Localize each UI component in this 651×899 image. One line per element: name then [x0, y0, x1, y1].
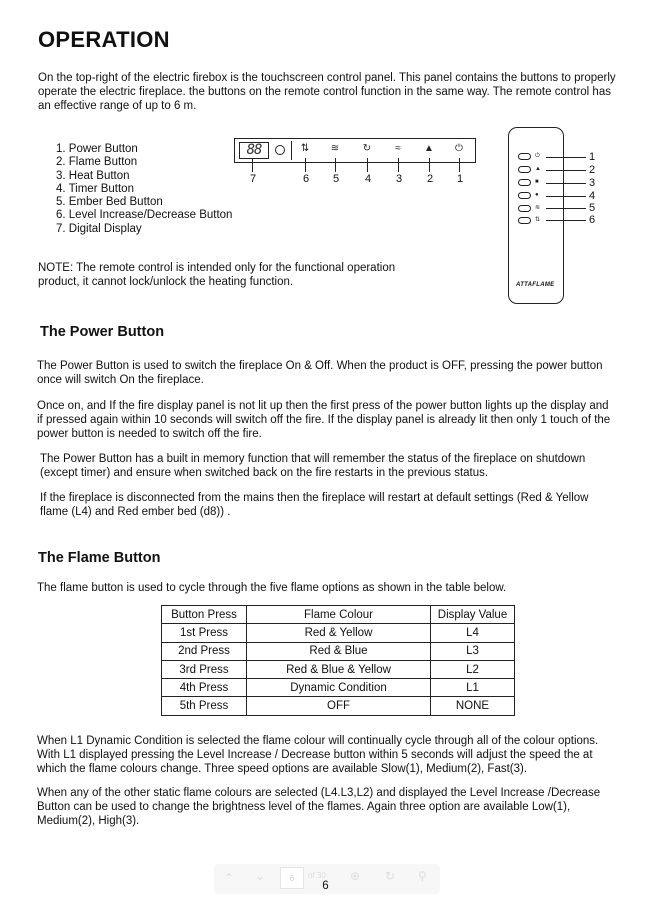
table-header: Display Value — [431, 606, 515, 624]
callout-number: 2 — [426, 173, 434, 185]
search-icon[interactable]: ⚲ — [418, 869, 427, 883]
flame-icon: ▲ — [535, 166, 541, 172]
power-paragraph: The Power Button has a built in memory function that will remember the status of the fireplace on shutdown (except timer) and ensure when switched back on the fire restarts in the previous status. — [40, 453, 586, 479]
table-cell: Red & Yellow — [247, 624, 431, 642]
zoom-in-icon[interactable]: ⊕ — [350, 869, 361, 883]
page-number: 6 — [322, 880, 329, 892]
table-cell: Red & Blue — [247, 642, 431, 660]
digital-display: 88 — [239, 142, 269, 159]
table-cell: L3 — [431, 642, 515, 660]
table-row — [162, 697, 515, 715]
power-paragraph: Once on, and If the fire display panel is not lit up then the first press of the power button lights up the display and if pressed again within 10 seconds will switch off the fire. If the display panel is already lit then only 1 touch of the power button is needed to switch off the fire. — [37, 400, 611, 440]
callout-line — [429, 158, 430, 172]
sensor-icon — [275, 145, 285, 155]
remote-button — [518, 217, 531, 224]
remote-button — [518, 205, 531, 212]
next-page-icon[interactable]: ⌄ — [255, 869, 266, 883]
callout-number: 6 — [589, 214, 596, 226]
table-cell: 5th Press — [162, 697, 247, 715]
section-heading-flame: The Flame Button — [38, 550, 161, 566]
callout-number: 5 — [589, 202, 596, 214]
rotate-icon[interactable]: ↻ — [385, 869, 396, 883]
flame-intro: The flame button is used to cycle through the five flame options as shown in the table below. — [37, 582, 507, 594]
legend-item: 4. Timer Button — [56, 182, 134, 195]
legend-item: 7. Digital Display — [56, 222, 142, 235]
heat-icon: ■ — [535, 179, 539, 185]
heat-icon: ≈ — [395, 143, 401, 154]
button-legend — [56, 143, 232, 236]
flame-paragraph: When any of the other static flame colours are selected (L4.L3,L2) and displayed the Level Increase /Decrease Button can be used to change the brightness level of the flames. Again three option are available Low(1), Medium(2), High(3). — [37, 787, 601, 827]
control-panel-diagram — [234, 138, 476, 163]
callout-number: 4 — [364, 173, 372, 185]
power-paragraph: The Power Button is used to switch the fireplace On & Off. When the product is OFF, pressing the power button once will switch On the fireplace. — [37, 360, 603, 386]
callout-number: 3 — [589, 177, 596, 189]
intro-paragraph: On the top-right of the electric firebox is the touchscreen control panel. This panel contains the buttons to properly operate the electric fireplace. the buttons on the remote control function in the same way. The remote control has an effective range of up to 6 m. — [38, 72, 616, 112]
flame-table — [161, 605, 515, 716]
power-paragraph: If the fireplace is disconnected from the mains then the fireplace will restart at default settings (Red & Yellow flame (L4) and Red ember bed (d8)) . — [40, 492, 589, 518]
legend-item: 2. Flame Button — [56, 156, 138, 169]
callout-number: 3 — [395, 173, 403, 185]
power-icon: ⏻ — [535, 153, 540, 159]
table-cell: L2 — [431, 660, 515, 678]
level-icon: ⇅ — [535, 217, 541, 223]
legend-item: 5. Ember Bed Button — [56, 196, 163, 209]
callout-line — [546, 170, 586, 171]
prev-page-icon[interactable]: ⌃ — [224, 871, 235, 885]
callout-line — [546, 208, 586, 209]
callout-number: 7 — [249, 173, 257, 185]
table-cell: L1 — [431, 679, 515, 697]
section-heading-power: The Power Button — [40, 324, 165, 340]
callout-number: 2 — [589, 164, 596, 176]
remote-button — [518, 166, 531, 173]
callout-line — [546, 157, 586, 158]
panel-divider — [291, 141, 292, 160]
flame-icon: ▲ — [424, 143, 434, 154]
table-cell: Red & Blue & Yellow — [247, 660, 431, 678]
page-input[interactable]: 6 — [280, 867, 304, 889]
table-header-row — [162, 606, 515, 624]
callout-line — [252, 158, 253, 172]
table-cell: NONE — [431, 697, 515, 715]
page-title: OPERATION — [38, 27, 170, 52]
table-row — [162, 660, 515, 678]
table-cell: 4th Press — [162, 679, 247, 697]
table-row — [162, 642, 515, 660]
callout-number: 6 — [302, 173, 310, 185]
remote-button — [518, 192, 531, 199]
level-icon: ⇅ — [300, 143, 310, 154]
callout-number: 4 — [589, 190, 596, 202]
table-row — [162, 679, 515, 697]
table-cell: 1st Press — [162, 624, 247, 642]
callout-line — [459, 158, 460, 172]
legend-item: 3. Heat Button — [56, 169, 130, 182]
callout-number: 5 — [332, 173, 340, 185]
callout-line — [546, 196, 586, 197]
brand-logo: ATTAFLAME — [516, 282, 555, 288]
table-header: Flame Colour — [247, 606, 431, 624]
callout-number: 1 — [456, 173, 464, 185]
table-header: Button Press — [162, 606, 247, 624]
table-cell: 3rd Press — [162, 660, 247, 678]
callout-line — [305, 158, 306, 172]
table-cell: L4 — [431, 624, 515, 642]
page-count: of 30 — [308, 871, 326, 880]
callout-line — [546, 220, 586, 221]
table-cell: Dynamic Condition — [247, 679, 431, 697]
power-icon: ⏻ — [455, 143, 463, 154]
callout-line — [367, 158, 368, 172]
callout-number: 1 — [589, 151, 596, 163]
table-row — [162, 624, 515, 642]
timer-icon: ● — [535, 192, 539, 198]
table-cell: OFF — [247, 697, 431, 715]
timer-icon: ↻ — [362, 143, 372, 154]
legend-item: 6. Level Increase/Decrease Button — [56, 209, 233, 222]
remote-button — [518, 153, 531, 160]
table-cell: 2nd Press — [162, 642, 247, 660]
flame-paragraph: When L1 Dynamic Condition is selected the flame colour will continually cycle through all of the colour options. With L1 displayed pressing the Level Increase / Decrease button within 5 seconds will adjust the speed the at which the flame colours change. Three speed options are available Slow(1), Medium(2), Fast(3). — [37, 735, 599, 775]
legend-item: 1. Power Button — [56, 143, 138, 155]
remote-note: NOTE: The remote control is intended only for the functional operation product, it cannot lock/unlock the heating function. — [38, 262, 396, 288]
ember-icon: ≋ — [535, 205, 541, 211]
callout-line — [546, 183, 586, 184]
ember-icon: ≋ — [330, 143, 340, 154]
callout-line — [335, 158, 336, 172]
remote-button — [518, 179, 531, 186]
callout-line — [398, 158, 399, 172]
